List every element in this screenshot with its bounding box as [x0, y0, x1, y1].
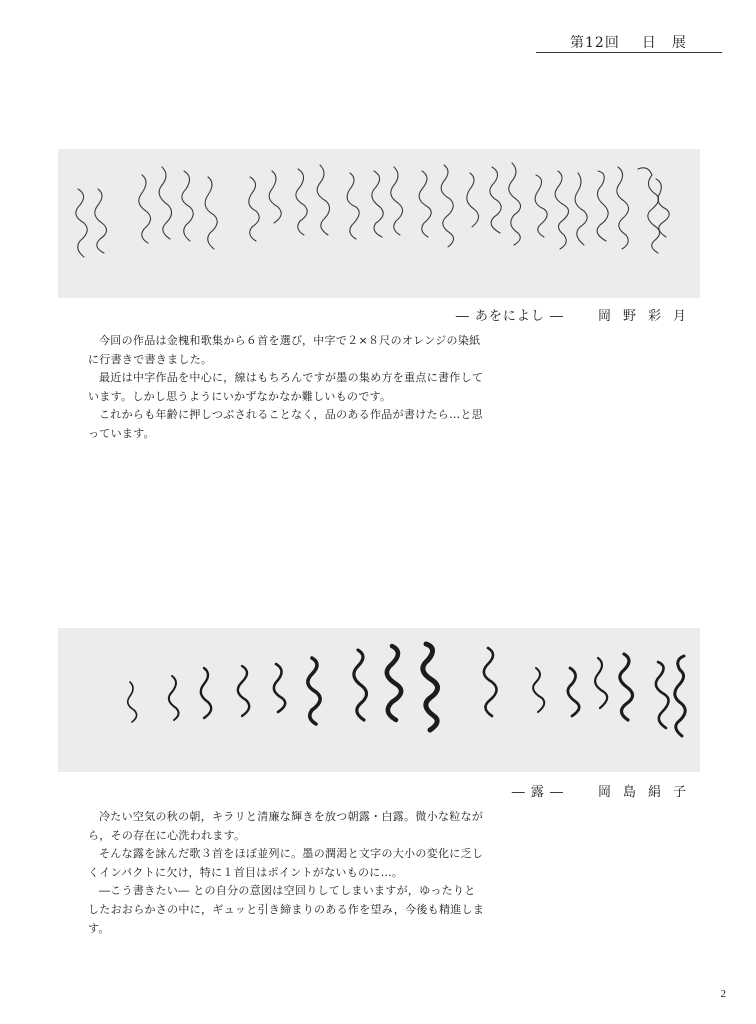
header-exhibition: 日展 [641, 35, 702, 51]
header-issue: 第12回 [570, 35, 620, 51]
paragraph: 最近は中字作品を中心に，線はもちろんですが墨の集め方を重点に書作しています。しかし思うようにいかずなかなか難しいものです。 [88, 371, 484, 403]
page-header [536, 30, 722, 53]
artwork-1-title: ― あをによし ― [455, 309, 564, 324]
page-number: 2 [720, 988, 726, 1000]
paragraph: 今回の作品は金槐和歌集から６首を選び，中字で２×８尺のオレンジの染紙に行書きで書きました。 [88, 334, 481, 366]
calligraphy-strokes-2 [58, 628, 700, 772]
calligraphy-artwork-1 [58, 149, 700, 298]
paragraph: これからも年齢に押しつぶされることなく，品のある作品が書けたら…と思っています。 [88, 408, 483, 440]
calligraphy-strokes-1 [58, 149, 700, 298]
artwork-2-caption [512, 781, 698, 800]
artwork-2-description [88, 808, 486, 938]
artwork-1-caption [456, 305, 698, 324]
paragraph: 冷たい空気の秋の朝，キラリと清廉な輝きを放つ朝露・白露。微小な粒ながら，その存在に心洗われます。 [88, 810, 484, 842]
paragraph: そんな露を詠んだ歌３首をほぼ並列に。墨の潤渇と文字の大小の変化に乏しくインパクトに欠け，特に１首目はポイントがないものに…。 [88, 847, 484, 879]
calligraphy-artwork-2 [58, 628, 700, 772]
paragraph: ―こう書きたい― との自分の意図は空回りしてしまいますが，ゆったりとしたおおらかさの中に，ギュッと引き締まりのある作を望み，今後も精進します。 [88, 884, 485, 935]
artwork-2-artist: 岡島絹子 [597, 785, 698, 800]
header-title [570, 32, 702, 52]
artwork-2-title: ― 露 ― [511, 785, 564, 800]
artwork-1-description [88, 332, 486, 444]
artwork-1-artist: 岡野彩月 [597, 309, 698, 324]
